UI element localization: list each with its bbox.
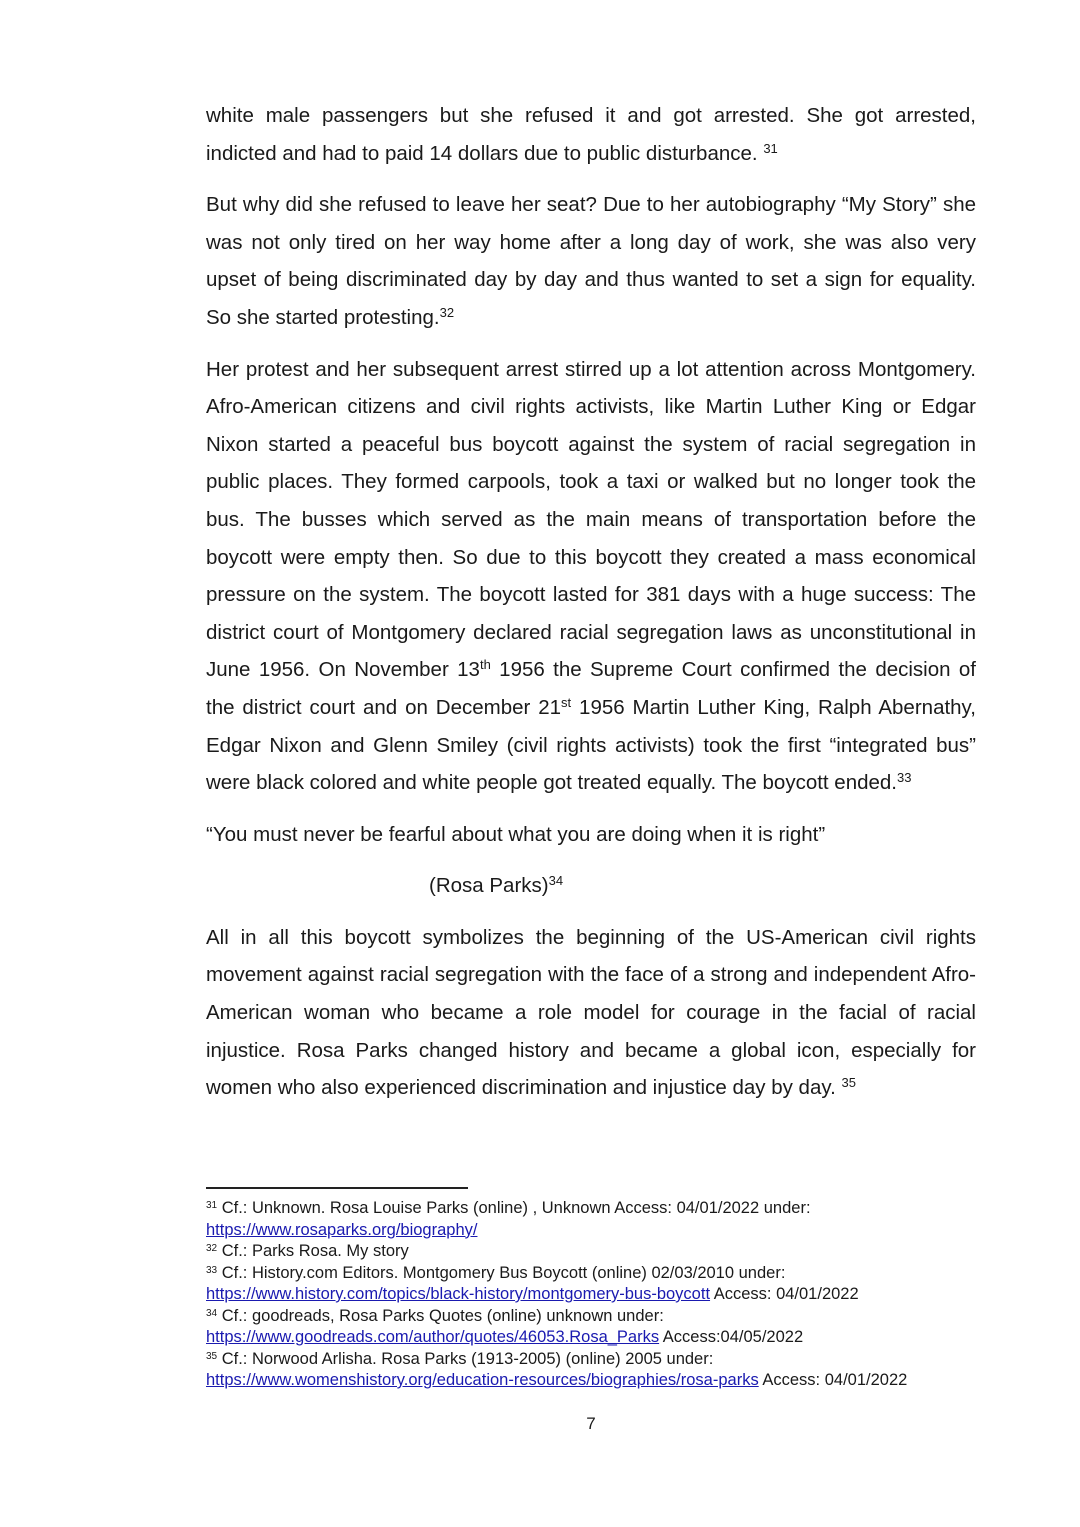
- footnote-ref-35[interactable]: 35: [841, 1075, 856, 1091]
- footnote-31: [206, 1198, 946, 1241]
- quote-attribution: [429, 867, 976, 905]
- footnote-text: Cf.: goodreads, Rosa Parks Quotes (online) unknown under:: [217, 1306, 664, 1325]
- paragraph-conclusion: [206, 919, 976, 1107]
- footnote-after: Access: 04/01/2022: [710, 1285, 859, 1303]
- ordinal-suffix: th: [479, 657, 491, 673]
- paragraph-text: All in all this boycott symbolizes the beginning of the US-American civil rights movement against racial segregation with the face of a strong and independent Afro-American woman who became a role model for courage in the facial of racial injustice. Rosa Parks changed history and became a global icon, especially for women who also experienced discrimination and injustice day by day.: [206, 925, 976, 1100]
- page-body: [206, 97, 976, 1121]
- footnote-number: 35: [206, 1350, 218, 1362]
- footnote-separator: [206, 1187, 468, 1189]
- paragraph-boycott: [206, 351, 976, 802]
- footnote-number: 34: [206, 1307, 218, 1319]
- footnote-ref-31[interactable]: 31: [763, 140, 778, 156]
- footnote-link[interactable]: https://www.history.com/topics/black-history/montgomery-bus-boycott: [206, 1285, 711, 1303]
- footnote-after: Access:04/05/2022: [659, 1328, 804, 1346]
- footnote-number: 32: [206, 1243, 218, 1254]
- footnote-text: Cf.: History.com Editors. Montgomery Bus Boycott (online) 02/03/2010 under:: [217, 1263, 786, 1282]
- footnote-34: [206, 1306, 946, 1349]
- footnote-text: Cf.: Unknown. Rosa Louise Parks (online) , Unknown Access: 04/01/2022 under:: [217, 1199, 811, 1217]
- page-number: 7: [586, 1414, 596, 1433]
- footnote-link[interactable]: https://www.womenshistory.org/education-resources/biographies/rosa-parks: [206, 1371, 759, 1389]
- footnote-number: 31: [206, 1200, 218, 1211]
- footnote-number: 33: [206, 1264, 218, 1276]
- footnote-text: Cf.: Norwood Arlisha. Rosa Parks (1913-2005) (online) 2005 under:: [217, 1349, 714, 1368]
- ordinal-suffix: st: [561, 694, 572, 710]
- footnote-33: [206, 1263, 946, 1306]
- footnote-after: Access: 04/01/2022: [758, 1371, 908, 1389]
- footnote-32: [206, 1241, 946, 1263]
- footnote-text: Cf.: Parks Rosa. My story: [217, 1242, 409, 1260]
- attribution-text: (Rosa Parks): [429, 874, 549, 898]
- footnote-link[interactable]: https://www.rosaparks.org/biography/: [206, 1220, 478, 1239]
- footnote-35: [206, 1349, 946, 1392]
- footnotes: [206, 1198, 946, 1392]
- paragraph-text: But why did she refused to leave her seat? Due to her autobiography “My Story” she was not only tired on her way home after a long day of work, she was also very upset of being discriminated day by day and thus wanted to set a sign for equality. So she started protesting.: [206, 193, 976, 329]
- footnote-ref-32[interactable]: 32: [439, 304, 455, 320]
- paragraph-arrest: [206, 97, 976, 172]
- footnote-link[interactable]: https://www.goodreads.com/author/quotes/46053.Rosa_Parks: [206, 1328, 660, 1346]
- paragraph-text: 1956 the Supreme Court confirmed the decision of the district court and on December 21: [206, 658, 976, 719]
- paragraph-text: white male passengers but she refused it and got arrested. She got arrested, indicted and had to paid 14 dollars due to public disturbance.: [206, 104, 976, 165]
- paragraph-text: Her protest and her subsequent arrest stirred up a lot attention across Montgomery. Afro-American citizens and civil rights activists, like Martin Luther King or Edgar Nixon started a peaceful bus boycott against the system of racial segregation in public places. They formed carpools, took a taxi or walked but no longer took the bus. The busses which served as the main means of transportation before the boycott were empty then. So due to this boycott they created a mass economical pressure on the system. The boycott lasted for 381 days with a huge success: The district court of Montgomery declared racial segregation laws as unconstitutional in June 1956. On November 13: [206, 357, 976, 682]
- footnote-ref-33[interactable]: 33: [897, 770, 912, 786]
- quote-text: “You must never be fearful about what you are doing when it is right”: [206, 822, 826, 846]
- footnote-ref-34[interactable]: 34: [548, 873, 564, 889]
- paragraph-text: 1956 Martin Luther King, Ralph Abernathy, Edgar Nixon and Glenn Smiley (civil rights activists) took the first “integrated bus” were black colored and white people got treated equally. The boycott ended.: [206, 695, 976, 795]
- paragraph-refusal: [206, 186, 976, 336]
